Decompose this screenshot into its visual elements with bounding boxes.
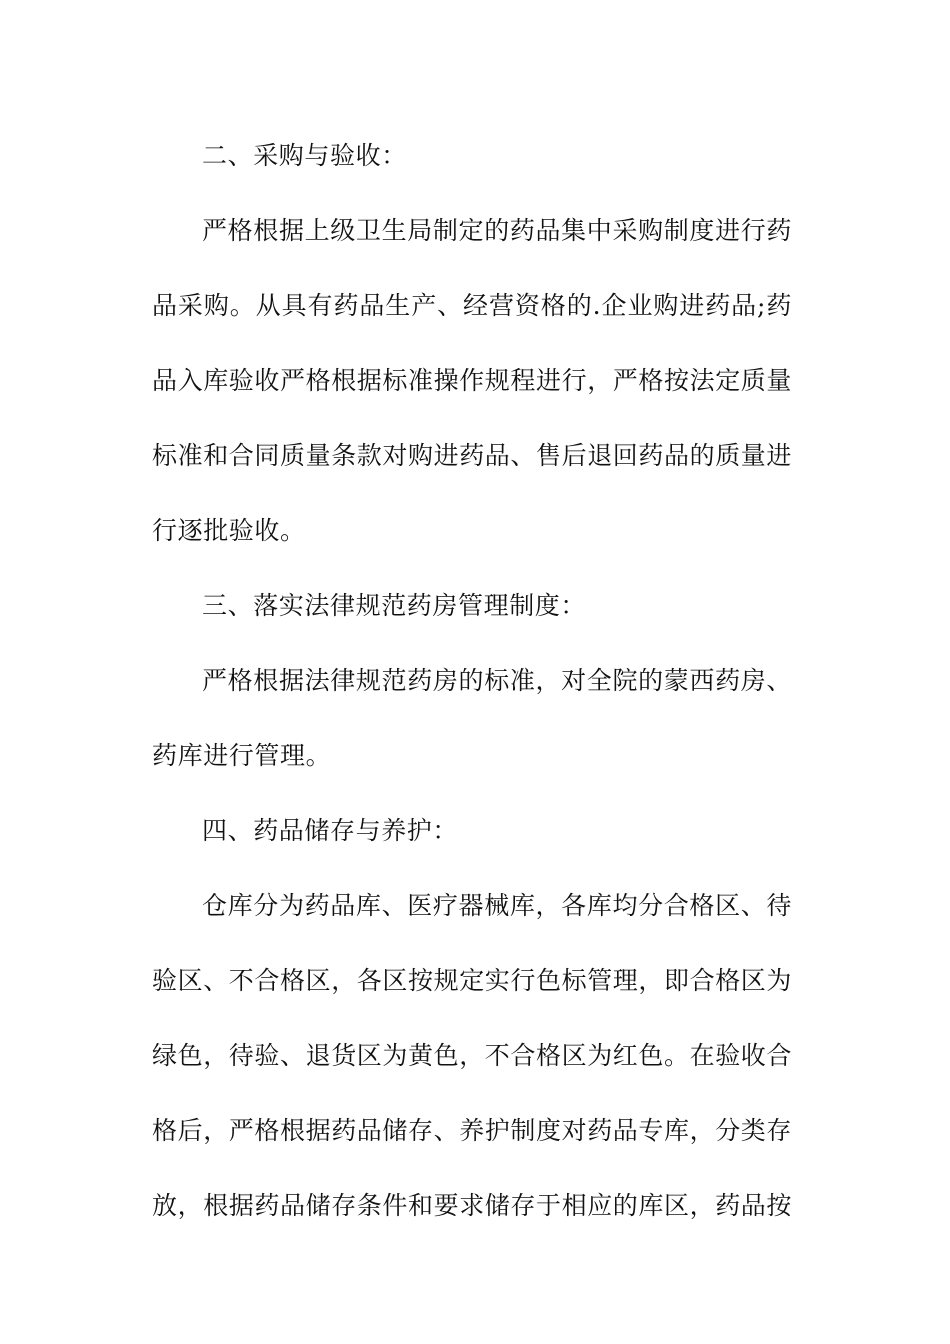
section-heading-storage: 四、药品储存与养护： [202, 816, 459, 845]
paragraph-storage: 仓库分为药品库、医疗器械库，各库均分合格区、待验区、不合格区，各区按规定实行色标管理，即合格区为绿色，待验、退货区为黄色，不合格区为红色。在验收合格后，严格根据药品储存、养护制度对药品专库，分类存放，根据药品储存条件和要求储存于相应的库区，药品按 [152, 891, 793, 1220]
section-heading-pharmacy-management: 三、落实法律规范药房管理制度： [202, 591, 587, 620]
section-heading-procurement: 二、采购与验收： [202, 141, 407, 170]
paragraph-procurement: 严格根据上级卫生局制定的药品集中采购制度进行药品采购。从具有药品生产、经营资格的.企业购进药品;药品入库验收严格根据标准操作规程进行，严格按法定质量标准和合同质量条款对购进药品、售后退回药品的质量进行逐批验收。 [152, 216, 793, 545]
document-body [152, 118, 792, 1243]
paragraph-pharmacy-management: 严格根据法律规范药房的标准，对全院的蒙西药房、药库进行管理。 [152, 666, 792, 770]
